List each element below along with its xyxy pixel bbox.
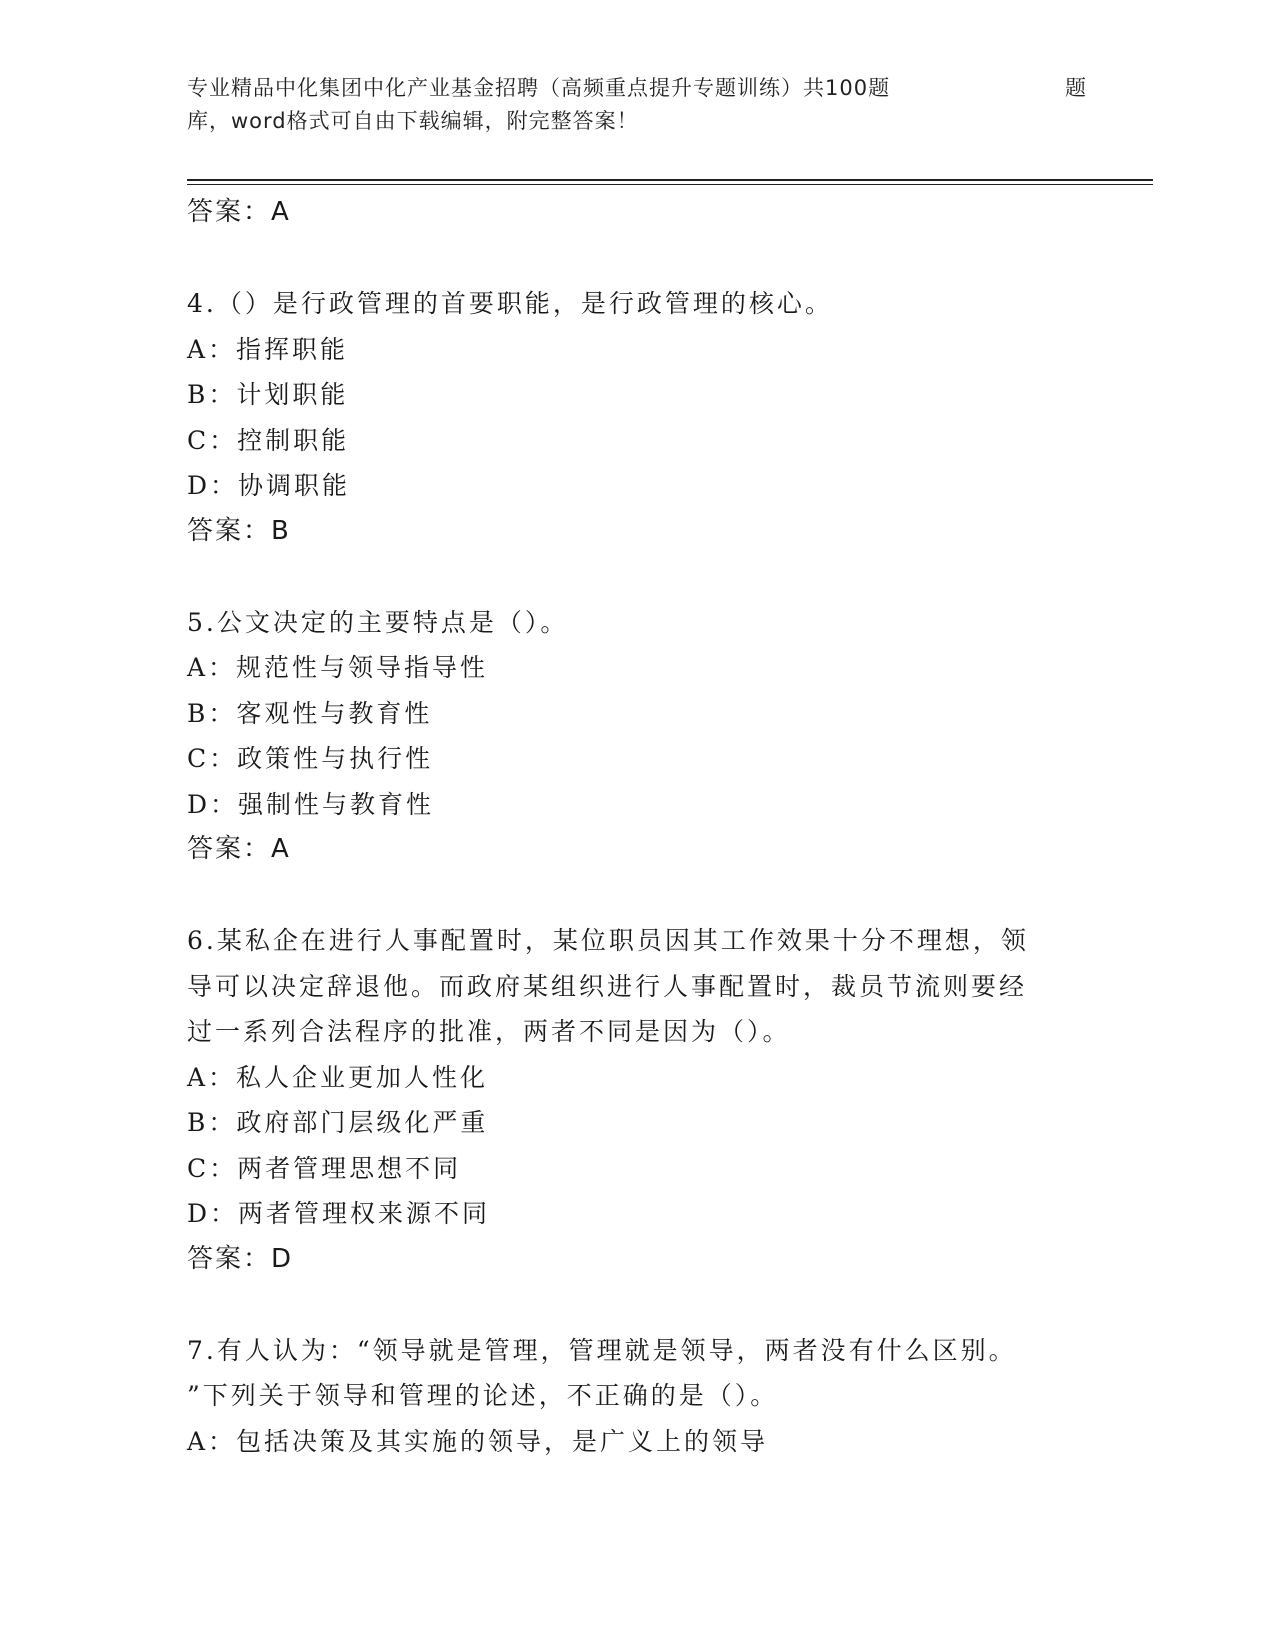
question-4-option-d: D：协调职能 <box>187 471 351 500</box>
question-5-stem: 5.公文决定的主要特点是（）。 <box>187 607 569 637</box>
spacer <box>187 236 1087 282</box>
question-4-option-c: C：控制职能 <box>187 425 350 455</box>
question-6-option-a: A：私人企业更加人性化 <box>187 1062 489 1092</box>
answer-3: 答案：A <box>187 197 291 227</box>
spacer <box>187 873 1087 919</box>
question-5-answer: 答案：A <box>187 834 291 864</box>
question-4-stem: 4.（）是行政管理的首要职能，是行政管理的核心。 <box>187 289 833 318</box>
question-7 <box>187 1328 1087 1465</box>
header-title-text: 专业精品中化集团中化产业基金招聘（高频重点提升专题训练）共100题 <box>187 76 891 100</box>
header-line-2: 库，word格式可自由下载编辑，附完整答案！ <box>187 109 639 133</box>
question-6-option-c: C：两者管理思想不同 <box>187 1153 462 1183</box>
question-4-option-a: A：指挥职能 <box>187 334 349 364</box>
question-7-stem-line-2: ”下列关于领导和管理的论述，不正确的是（）。 <box>187 1381 779 1410</box>
question-7-option-a: A：包括决策及其实施的领导，是广义上的领导 <box>187 1426 769 1456</box>
question-6-answer: 答案：D <box>187 1243 294 1274</box>
question-5-option-a: A：规范性与领导指导性 <box>187 653 489 682</box>
question-6-option-b: B：政府部门层级化严重 <box>187 1108 489 1137</box>
document-body <box>187 190 1087 1464</box>
spacer <box>187 554 1087 600</box>
question-6 <box>187 918 1087 1282</box>
question-5-option-b: B：客观性与教育性 <box>187 698 433 728</box>
question-6-stem-line-3: 过一系列合法程序的批准，两者不同是因为（）。 <box>187 1017 791 1046</box>
document-header <box>187 72 1087 138</box>
question-6-stem-line-2: 导可以决定辞退他。而政府某组织进行人事配置时，裁员节流则要经 <box>187 971 1028 1001</box>
question-4-answer: 答案：B <box>187 515 291 546</box>
question-4-option-b: B：计划职能 <box>187 380 349 409</box>
question-6-stem-line-1: 6.某私企在进行人事配置时，某位职员因其工作效果十分不理想，领 <box>187 926 1029 955</box>
question-5-option-c: C：政策性与执行性 <box>187 744 434 773</box>
header-rule-thick <box>187 179 1153 181</box>
spacer <box>187 1282 1087 1328</box>
question-5-option-d: D：强制性与教育性 <box>187 789 435 819</box>
header-title-end: 题 <box>1065 76 1087 100</box>
header-rule-thin <box>187 184 1153 185</box>
question-5 <box>187 600 1087 873</box>
question-7-stem-line-1: 7.有人认为：“领导就是管理，管理就是领导，两者没有什么区别。 <box>187 1335 1017 1365</box>
question-4 <box>187 281 1087 554</box>
header-line-1 <box>187 72 1087 105</box>
question-6-option-d: D：两者管理权来源不同 <box>187 1199 491 1228</box>
